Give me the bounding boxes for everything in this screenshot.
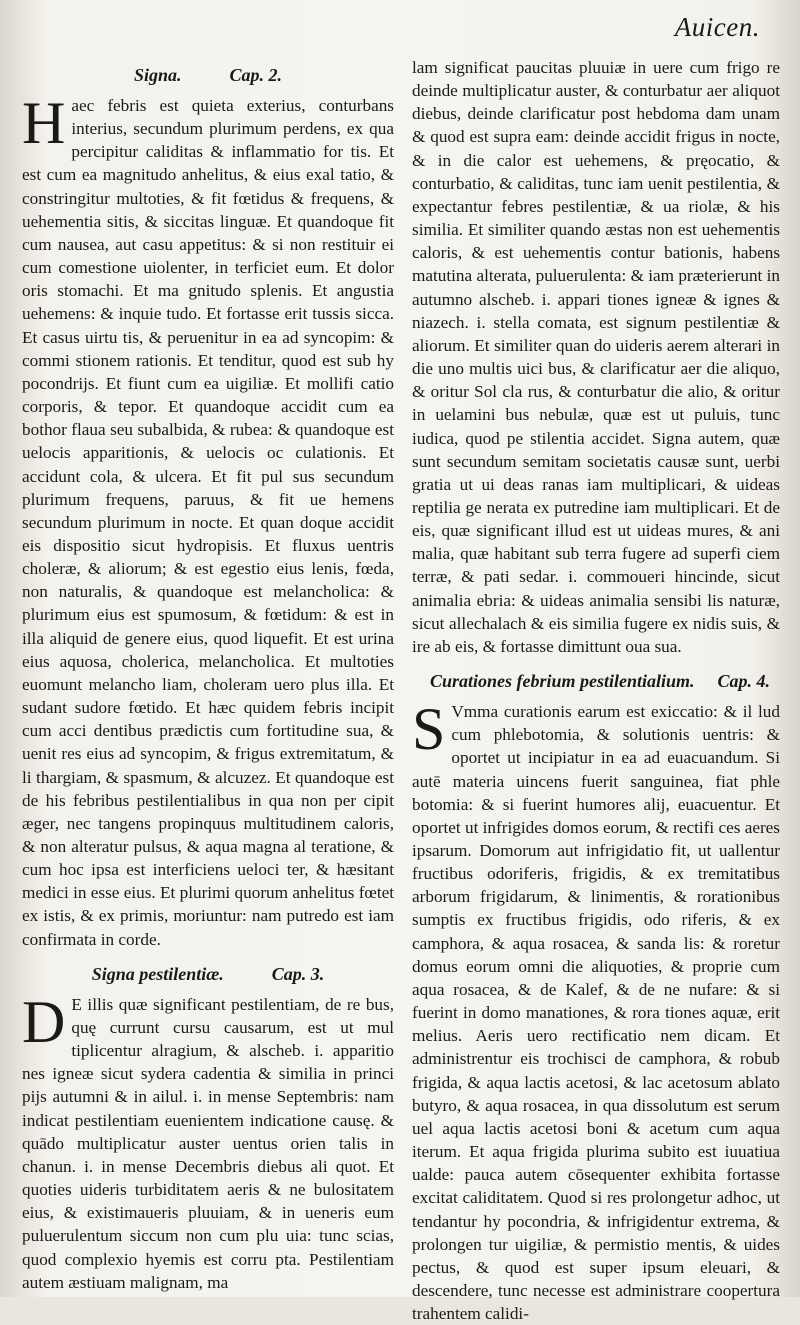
text-line: cum ea bothor flaua seu subalbida, & rubea: & [22, 397, 394, 440]
text-line: & rorationibus sumptis ex fructibus frigidis, odo [412, 887, 780, 930]
cap2-text [22, 90, 395, 951]
text-line: liam, choleram uero plus illa. Et sudant sudore [22, 674, 394, 718]
text-line: oportet ut incipiatur in ea ad euacuandum. [451, 748, 759, 768]
text-line: dam unam & quod est supra eam: deinde accidit [412, 104, 781, 147]
text-line: caloris, & non alteratur pulsus, & aqua magna al [22, 813, 395, 856]
text-line: & conturbatio, & caliditas, tunc iam uenit [412, 150, 781, 193]
text-line: qua percipitur caliditas & inflammatio for [71, 119, 394, 162]
text-line: causę. & quādo multiplicatur auster uentus orien [22, 1110, 394, 1153]
text-line: nam indicat pestilentiam euenientem indicatione [22, 1087, 394, 1130]
text-line: tiones igneæ & ignes & niazech. i. stella comata, est [412, 289, 780, 332]
text-line: qua dissolutum est serum uel aqua lactis acetosi [412, 1095, 780, 1138]
text-line: & fœtidum: & est in illa aliquid de genere eius, [22, 605, 395, 648]
text-line: hemens secundum plurimum in nocte. Et quan [22, 489, 395, 532]
cap3-text [22, 988, 395, 1294]
text-line: bus nebulæ, quæ est ut puluis, tunc iudica, quod pe [412, 405, 781, 448]
text-line: plurima subito est iuuatiua ualde: pauca autem [412, 1142, 781, 1185]
cap4-lines [412, 696, 781, 1325]
text-line: riolæ, & his similia. Et similiter quando æstas non [412, 196, 780, 240]
text-line: quot. Et quoties uideris turbiditatem aeris & ne [22, 1156, 394, 1200]
text-line: terficiet eum. Et dolor oris stomachi. Et ma [22, 258, 394, 301]
text-line: melancholica. Et multoties euomunt melancho [22, 651, 394, 694]
text-line: ex nidis suis, & ire ab eis, & fortasse dimittunt [412, 613, 781, 656]
text-line: tis, & peruenitur in ea ad syncopim: & commi [22, 327, 394, 370]
text-line: do uideris aerem alterari in die uno multis uici [412, 335, 781, 379]
text-line: bulositatem eius, & existimaueris pluuiam, & in [22, 1180, 394, 1223]
text-line: sus secundum plurimum frequens, paruus, & fit ue [22, 466, 395, 509]
text-line: est de his febribus pestilentialibus in qua non per [22, 767, 395, 810]
cap3-cont-lines [412, 56, 780, 658]
text-line: fluxus uentris choleræ, & aliorum; & est egestio [22, 535, 394, 579]
text-line: stilentia accidet. Signa autem, quæ sunt secundum [412, 428, 781, 471]
text-line: tudo. Et fortasse erit tussis sicca. Et casus uirtu [22, 304, 395, 347]
text-line: frigus in nocte, & in die calor est uehemens, & pręocatio, [412, 127, 780, 170]
text-line: tiones aquæ, erit melius. Aeris uero rectificatio [412, 1003, 780, 1046]
text-line: rus, & conturbatur die alio, & oritur in uelamini [412, 382, 780, 425]
text-line: oua sua. [625, 636, 682, 656]
text-line: bationis, habens matutina alterata, puluerulenta: [412, 243, 781, 286]
text-line: bus, & clarificatur aer die aliquo, & oritur Sol cla [412, 359, 781, 402]
text-line: pijs autumni & in ailul. i. in mense Septembris: [22, 1087, 359, 1107]
text-line: stionem rationis. Et tenditur, quod est sub hy [75, 350, 394, 370]
text-line: tremitatibus arborum frigidarum, & linimentis, [412, 864, 780, 907]
text-line: talis in chanun. i. in mense Decembris diebus ali [22, 1133, 395, 1176]
text-line: teratione, & cum hoc ipsa est interficiens ueloci [22, 837, 394, 880]
text-line: aec febris est quieta exterius, conturbans [71, 96, 394, 115]
cap2-heading [22, 62, 394, 88]
cap4-number: Cap. 4. [717, 671, 770, 692]
text-line: dentibus prædictis cum fortitudine sua, & uenit [22, 721, 394, 764]
cap4-title: Curationes febrium pestilentialium. [430, 671, 695, 692]
text-line: riferis, & ex camphora, & aqua rosacea, & sanda [412, 910, 781, 953]
text-line: interius, secundum plurimum perdens, ex [71, 119, 364, 139]
text-line: malia, quæ habitant sub terra fugere ad superfi [412, 544, 741, 564]
cap4-heading [412, 668, 780, 694]
text-line: melancholica: & plurimum eius est spumosum, [22, 582, 395, 625]
text-line: aliquot diebus, deinde clarificatur post hebdoma [412, 81, 780, 124]
text-line: E illis quæ significant pestilentiam, de re [71, 994, 361, 1014]
text-line: si non restituir ei cum comestione uiolenter, in [22, 234, 395, 278]
text-line: ces aeres ipsarum. Domorum aut infrigidatio [412, 817, 780, 860]
text-line: Quod si res prolongetur adhoc, ut tendantur hy [412, 1188, 781, 1231]
text-line: quod est super ipsum eleuari, & descendere, tunc [412, 1257, 781, 1300]
running-head: Auicen. [674, 12, 760, 42]
text-line: pta. Pestilentiam autem æstiuam malignam, ma [22, 1249, 394, 1292]
cap3-title: Signa pestilentiæ. [91, 963, 224, 984]
text-line: pestilentia, & expectantur febres pestilentiæ, & ua [412, 173, 781, 216]
cap3-number: Cap. 3. [271, 963, 325, 984]
text-line: sicut animalia ebria: & uideas animalia sensibi [412, 567, 780, 610]
text-line: lud cum phlebotomia, & solutionis uentris: & [451, 702, 780, 745]
text-line: ter, & hæsitant medici in esse eius. Et plurimi [22, 860, 395, 903]
cap4-dropcap: S [412, 696, 446, 763]
cap2-dropcap: H [22, 90, 66, 156]
cap3-dropcap: D [22, 988, 66, 1055]
text-line: Si autē materia uincens fuerit sanguinea, fiat phle [412, 748, 781, 791]
cap2-number: Cap. 2. [229, 65, 283, 85]
text-line: res eius ad syncopim, & frigus extremitatum, & li [22, 744, 395, 787]
text-line: moriuntur: nam putredo est iam confirmata [22, 906, 394, 949]
text-line: bus, quę currunt cursu causarum, est ut mul [71, 994, 395, 1037]
text-line: re deinde multiplicatur auster, & conturbatur aer [412, 58, 780, 101]
text-line: & iam præterierunt in autumno alscheb. i. appari [412, 266, 781, 309]
text-line: necesse est administrare coopertura trahentem [412, 1280, 780, 1324]
text-line: camphora, & robub frigida, & aqua lactis acetosi, [412, 1049, 780, 1092]
text-line: tis. Et est cum ea magnitudo anhelitus, & eius exal [22, 142, 395, 185]
text-line: tur uigiliæ, & permistio mentis, & uides pectus, & [412, 1234, 780, 1277]
text-line: uia: tunc scias, quod complexio hyemis est corru [22, 1226, 395, 1269]
cap3-lines [22, 988, 395, 1294]
text-line: ciem terræ, & pati sedar. i. commoueri hincinde, [412, 544, 781, 587]
text-line: nufare: & si fuerint in domo manationes, & rora [412, 979, 780, 1023]
text-line: pocondrijs. Et fiunt cum ea uigiliæ. Et mollifi [22, 373, 354, 393]
text-line: in corde. [100, 929, 161, 949]
text-line: quorum anhelitus fœtet ex istis, & ex primis, [22, 883, 395, 926]
text-line: lis naturæ, sicut allechalach & eis similia fugere [412, 590, 780, 633]
text-line: calidi- [485, 1304, 529, 1324]
text-line: quod liquefit. Et est urina eius aquosa, cholerica, [22, 628, 394, 671]
text-line: catio corporis, & tepor. Et quandoque accidit [22, 373, 395, 417]
text-line: nem dicam. Et administrentur eis trochisci de [412, 1026, 780, 1069]
text-line: & proprie cum aqua rosacea, & de Kalef, & de ne [412, 956, 781, 999]
right-column [412, 56, 781, 1324]
text-line: cipit æger, nec tangens propinquus multitudinem [22, 790, 394, 833]
text-line: doque accidit eis dispositio sicut hydropisis. Et [22, 512, 395, 555]
text-line: tiplicentur alragium, & alscheb. i. apparitio [71, 1041, 394, 1061]
text-line: cōsequenter exhibita fortasse excitat caliditatem. [412, 1165, 780, 1208]
cap3-continuation [412, 56, 780, 658]
text-line: lis: & roretur domus eorum omni die aliquoties, [412, 933, 780, 976]
text-line: quæ significant illud est ut uideas mures, & ani [441, 521, 780, 541]
cap4-text [412, 696, 781, 1325]
text-line: Et oportet ut infrigides domos eorum, & rectifi [412, 794, 781, 837]
text-line: fœtido. Et hæc quidem febris incipit cum acci [22, 698, 394, 741]
text-line: fit, ut uallentur fructibus odoriferis, frigidis, & ex [412, 841, 781, 884]
text-line: ueneris eum puluerulentum siccum non cum plu [22, 1203, 394, 1246]
text-line: thargiam, & spasmum, & alcuzez. Et quandoque [36, 767, 371, 787]
text-line: nes igneæ sicut sydera cadentia & similia in princi [22, 1064, 394, 1084]
left-column [22, 60, 395, 1292]
text-line: & lac acetosum ablato butyro, & aqua rosacea, in [412, 1072, 780, 1115]
text-line: deas ranas iam multiplicari, & uideas reptilia ge [412, 474, 780, 517]
text-line: nerata ex putredine iam multiplicari. Et de eis, [412, 497, 780, 541]
text-line: frequens, & uehementia sitis, & siccitas linguæ. Et [22, 188, 395, 231]
text-line: eius lenis, fœda, non naturalis, & quandoque est [22, 559, 394, 602]
text-line: Vmma curationis earum est exiccatio: & il [451, 702, 753, 722]
text-line: quandoque est uelocis apparitionis, & uelocis oc [22, 420, 394, 463]
cap3-heading [22, 961, 394, 987]
text-line: botomia: & si fuerint humores alij, euacuentur. [412, 794, 757, 814]
text-line: quandoque fit cum nausea, aut casu appetitus: & [22, 211, 394, 254]
cap2-title: Signa. [133, 65, 182, 85]
text-line: semitam societatis causæ sunt, uerbi gratia ut ui [412, 451, 781, 494]
text-line: lam significat paucitas pluuiæ in uere cum frigo [412, 58, 760, 77]
text-line: tatio, & constringitur multoties, & fit fœtidus & [22, 165, 395, 208]
text-line: culationis. Et accidunt cola, & ulcera. Et fit pul [22, 443, 395, 486]
text-line: pocondria, & infrigidentur extrema, & prolongen [412, 1211, 780, 1254]
text-line: boni & acetum cum aqua iterum. Et aqua frigida [412, 1118, 780, 1162]
text-line: gnitudo splenis. Et angustia uehemens: & inquie [22, 281, 394, 324]
text-line: signum pestilentiæ & aliorum. Et similiter quan [412, 312, 780, 355]
cap2-lines [22, 90, 395, 951]
text-line: est uehementis caloris, & est uehementis contur [412, 220, 780, 263]
